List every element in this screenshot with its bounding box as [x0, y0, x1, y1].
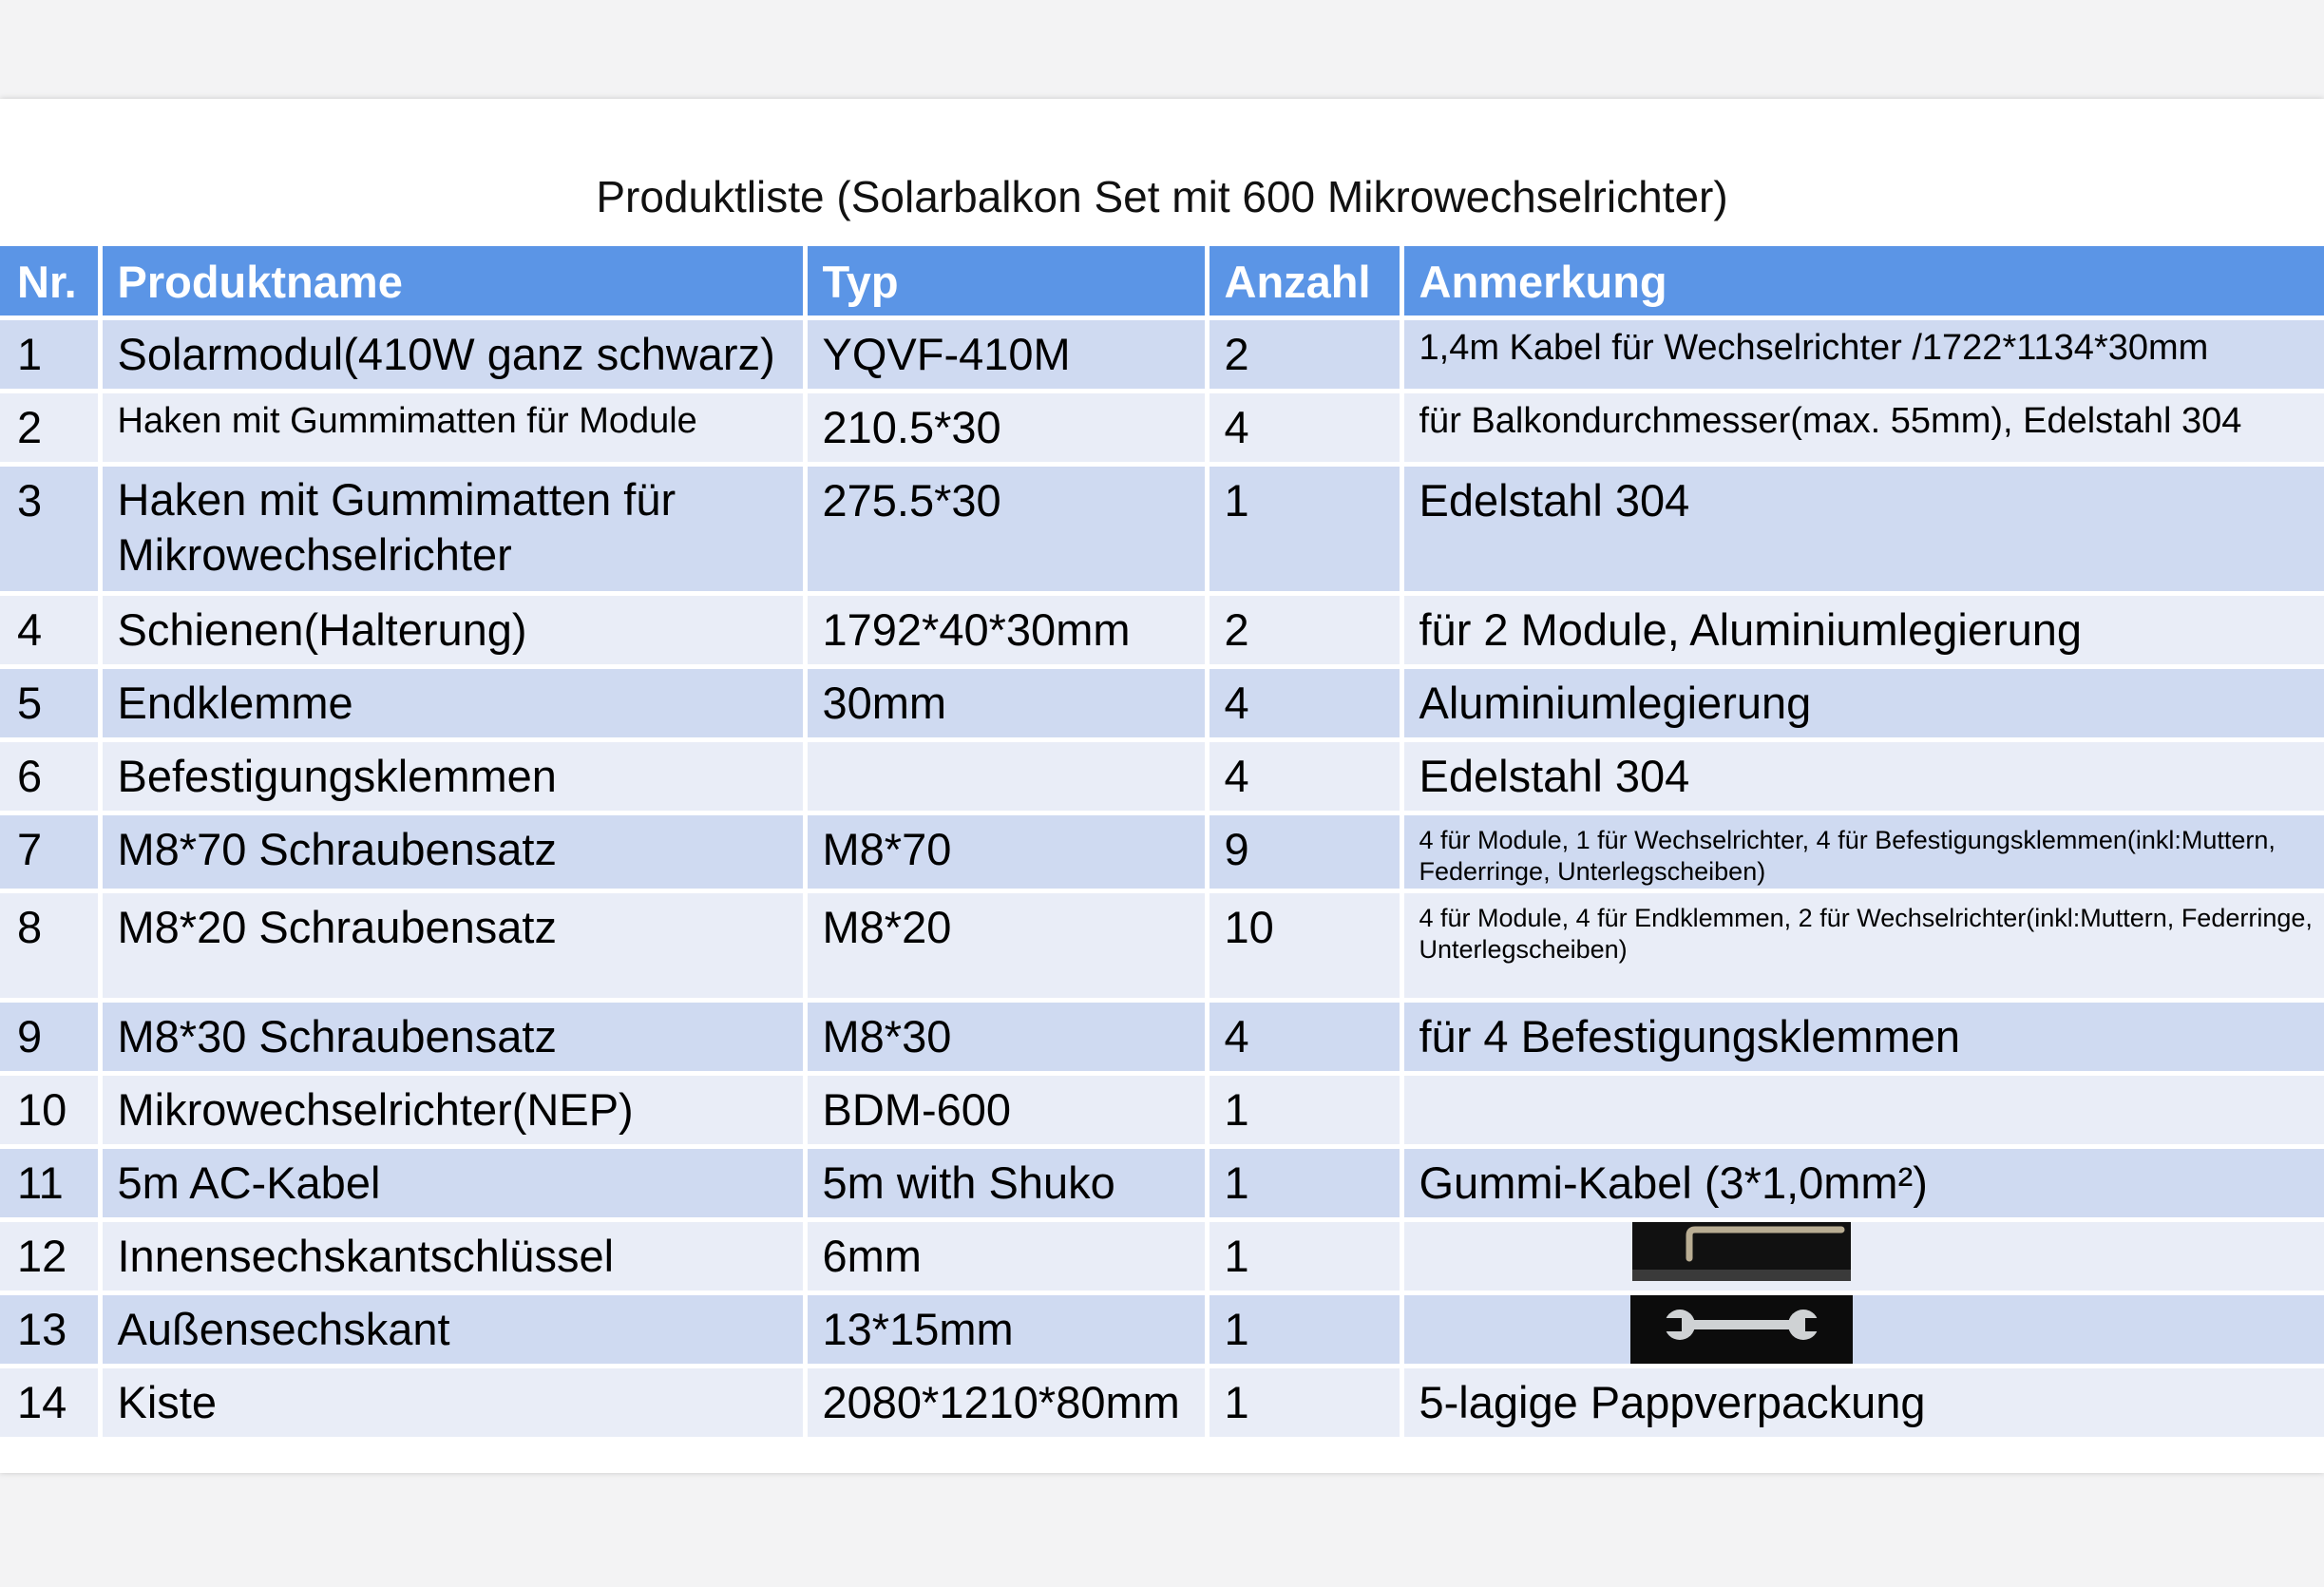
- cell-typ: 30mm: [805, 666, 1207, 739]
- table-row: [0, 391, 2324, 464]
- cell-anmerkung: 1,4m Kabel für Wechselrichter /1722*1134*30mm: [1401, 317, 2324, 391]
- col-header-produktname: Produktname: [100, 246, 805, 317]
- cell-name: Kiste: [100, 1366, 805, 1439]
- cell-anmerkung: Gummi-Kabel (3*1,0mm²): [1401, 1146, 2324, 1219]
- cell-anzahl: 1: [1207, 464, 1401, 593]
- cell-nr: 2: [0, 391, 100, 464]
- cell-name: 5m AC-Kabel: [100, 1146, 805, 1219]
- slide: [0, 99, 2324, 1473]
- cell-anmerkung: 4 für Module, 4 für Endklemmen, 2 für Wechselrichter(inkl:Muttern, Federringe, Unterlegscheiben): [1401, 890, 2324, 1000]
- cell-name: Endklemme: [100, 666, 805, 739]
- cell-nr: 13: [0, 1292, 100, 1366]
- table-row: [0, 666, 2324, 739]
- cell-anmerkung: 4 für Module, 1 für Wechselrichter, 4 für Befestigungsklemmen(inkl:Muttern, Federringe, Unterlegscheiben): [1401, 813, 2324, 890]
- table-row: [0, 593, 2324, 666]
- cell-anzahl: 2: [1207, 593, 1401, 666]
- cell-anzahl: 10: [1207, 890, 1401, 1000]
- cell-nr: 10: [0, 1073, 100, 1146]
- cell-name: M8*20 Schraubensatz: [100, 890, 805, 1000]
- table-row: [0, 1219, 2324, 1292]
- cell-nr: 3: [0, 464, 100, 593]
- cell-nr: 4: [0, 593, 100, 666]
- table-row: [0, 1366, 2324, 1439]
- table-row: [0, 1073, 2324, 1146]
- cell-typ: YQVF-410M: [805, 317, 1207, 391]
- col-header-anzahl: Anzahl: [1207, 246, 1401, 317]
- cell-nr: 1: [0, 317, 100, 391]
- cell-typ: M8*70: [805, 813, 1207, 890]
- cell-name: Haken mit Gummimatten für Module: [100, 391, 805, 464]
- table-row: [0, 1146, 2324, 1219]
- cell-anzahl: 1: [1207, 1073, 1401, 1146]
- table-row: [0, 890, 2324, 1000]
- table-row: [0, 813, 2324, 890]
- cell-anzahl: 4: [1207, 1000, 1401, 1073]
- cell-anmerkung: Edelstahl 304: [1401, 739, 2324, 813]
- table-header-row: [0, 246, 2324, 317]
- cell-nr: 9: [0, 1000, 100, 1073]
- cell-typ: 2080*1210*80mm: [805, 1366, 1207, 1439]
- cell-nr: 5: [0, 666, 100, 739]
- cell-typ: 275.5*30: [805, 464, 1207, 593]
- cell-anzahl: 1: [1207, 1146, 1401, 1219]
- table-row: [0, 464, 2324, 593]
- cell-name: M8*30 Schraubensatz: [100, 1000, 805, 1073]
- cell-anmerkung: für 2 Module, Aluminiumlegierung: [1401, 593, 2324, 666]
- cell-anzahl: 4: [1207, 391, 1401, 464]
- table-row: [0, 1292, 2324, 1366]
- col-header-nr: Nr.: [0, 246, 100, 317]
- cell-typ: M8*30: [805, 1000, 1207, 1073]
- cell-anzahl: 1: [1207, 1219, 1401, 1292]
- cell-anzahl: 9: [1207, 813, 1401, 890]
- cell-anzahl: 2: [1207, 317, 1401, 391]
- cell-name: Haken mit Gummimatten für Mikrowechselrichter: [100, 464, 805, 593]
- cell-nr: 14: [0, 1366, 100, 1439]
- cell-anmerkung: für Balkondurchmesser(max. 55mm), Edelstahl 304: [1401, 391, 2324, 464]
- cell-nr: 12: [0, 1219, 100, 1292]
- cell-typ: 6mm: [805, 1219, 1207, 1292]
- cell-nr: 7: [0, 813, 100, 890]
- cell-anzahl: 4: [1207, 666, 1401, 739]
- cell-name: Befestigungsklemmen: [100, 739, 805, 813]
- cell-anmerkung: [1401, 1073, 2324, 1146]
- cell-name: Mikrowechselrichter(NEP): [100, 1073, 805, 1146]
- product-table: [0, 246, 2324, 1442]
- page-title: Produktliste (Solarbalkon Set mit 600 Mikrowechselrichter): [596, 172, 1728, 221]
- cell-typ: BDM-600: [805, 1073, 1207, 1146]
- hex-key-photo: [1632, 1222, 1851, 1281]
- cell-name: Außensechskant: [100, 1292, 805, 1366]
- cell-typ: M8*20: [805, 890, 1207, 1000]
- cell-name: Schienen(Halterung): [100, 593, 805, 666]
- table-row: [0, 317, 2324, 391]
- cell-anzahl: 1: [1207, 1366, 1401, 1439]
- cell-typ: 13*15mm: [805, 1292, 1207, 1366]
- cell-typ: 210.5*30: [805, 391, 1207, 464]
- table-row: [0, 1000, 2324, 1073]
- cell-name: Solarmodul(410W ganz schwarz): [100, 317, 805, 391]
- cell-anmerkung: für 4 Befestigungsklemmen: [1401, 1000, 2324, 1073]
- cell-anzahl: 1: [1207, 1292, 1401, 1366]
- col-header-typ: Typ: [805, 246, 1207, 317]
- wrench-photo: [1630, 1292, 1853, 1366]
- table-row: [0, 739, 2324, 813]
- cell-anmerkung: Aluminiumlegierung: [1401, 666, 2324, 739]
- cell-anmerkung: 5-lagige Pappverpackung: [1401, 1366, 2324, 1439]
- cell-typ: 1792*40*30mm: [805, 593, 1207, 666]
- cell-anzahl: 4: [1207, 739, 1401, 813]
- cell-nr: 11: [0, 1146, 100, 1219]
- cell-typ: [805, 739, 1207, 813]
- cell-anmerkung: [1401, 1219, 2324, 1292]
- cell-nr: 6: [0, 739, 100, 813]
- cell-name: M8*70 Schraubensatz: [100, 813, 805, 890]
- cell-name: Innensechskantschlüssel: [100, 1219, 805, 1292]
- cell-anmerkung: Edelstahl 304: [1401, 464, 2324, 593]
- cell-nr: 8: [0, 890, 100, 1000]
- col-header-anmerkung: Anmerkung: [1401, 246, 2324, 317]
- cell-typ: 5m with Shuko: [805, 1146, 1207, 1219]
- cell-anmerkung: [1401, 1292, 2324, 1366]
